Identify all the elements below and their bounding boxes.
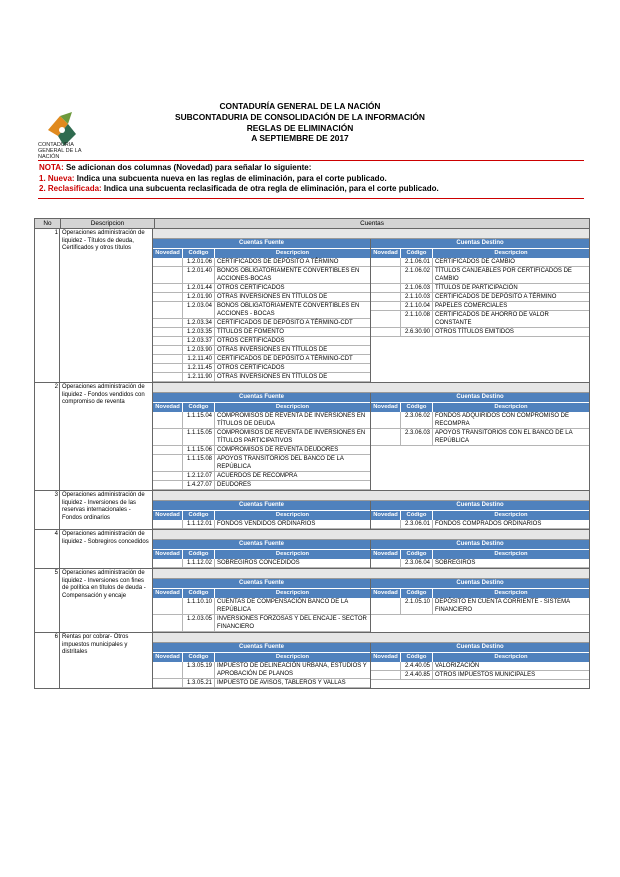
code-cell: 2.3.06.04	[401, 559, 433, 567]
cuentas-destino	[371, 643, 589, 688]
table-row	[153, 429, 370, 446]
spacer-row	[153, 383, 589, 393]
novedad-header: Novedad	[371, 403, 401, 412]
description-cell: VALORIZACIÓN	[435, 663, 480, 669]
novedad-header: Novedad	[371, 589, 401, 598]
block-column-headers	[371, 511, 589, 520]
rule-accounts	[153, 229, 589, 382]
novedad-cell	[153, 615, 183, 631]
accounts-pair	[153, 501, 589, 529]
code-cell: 1.3.05.21	[183, 679, 215, 687]
note-item-2-text: Indica una subcuenta reclasificada de otra regla de eliminación, para el corte publicado.	[101, 184, 439, 194]
col-cuentas-header: Cuentas	[360, 220, 384, 227]
cuentas-destino	[371, 239, 589, 382]
rule-number: 2	[35, 383, 60, 490]
block-column-headers	[153, 550, 370, 559]
novedad-cell	[371, 293, 401, 301]
cuentas-fuente	[153, 579, 371, 632]
novedad-header: Novedad	[153, 511, 183, 520]
rule-description: Operaciones administración de liquidez - Sobregiros concedidos	[60, 530, 153, 568]
note-item-1-label: 1. Nueva:	[39, 173, 75, 183]
descripcion-header: Descripcion	[275, 590, 310, 596]
code-cell: 1.2.03.04	[183, 302, 215, 318]
novedad-cell	[371, 267, 401, 283]
description-cell: IMPUESTO DE DELINEACIÓN URBANA, ESTUDIOS Y APROBACIÓN DE PLANOS	[217, 663, 367, 677]
rule-number: 6	[35, 633, 60, 688]
block-header-title: Cuentas Destino	[371, 643, 589, 653]
table-row	[153, 662, 370, 679]
block-column-headers	[371, 249, 589, 258]
description-cell: COMPROMISOS DE REVENTA DE INVERSIONES EN TÍTULOS PARTICIPATIVOS	[217, 430, 366, 444]
novedad-cell	[153, 293, 183, 301]
code-cell: 2.1.06.01	[401, 258, 433, 266]
description-cell: OTROS TÍTULOS EMITIDOS	[435, 329, 514, 335]
accounts-pair	[153, 579, 589, 632]
code-cell: 2.1.10.03	[401, 293, 433, 301]
codigo-header: Código	[183, 511, 215, 520]
description-cell: COMPROMISOS DE REVENTA DEUDORES	[217, 447, 339, 453]
description-cell: COMPROMISOS DE REVENTA DE INVERSIONES EN TÍTULOS DE DEUDA	[217, 413, 366, 427]
description-cell: OTROS CERTIFICADOS	[217, 365, 285, 371]
description-cell: CERTIFICADOS DE DEPÓSITO A TÉRMINO	[435, 294, 557, 300]
description-cell: CUENTAS DE COMPENSACIÓN BANCO DE LA REPÚBLICA	[217, 599, 348, 613]
novedad-cell	[153, 520, 183, 528]
novedad-cell	[371, 258, 401, 266]
codigo-header: Código	[401, 511, 433, 520]
description-cell: TÍTULOS DE PARTICIPACIÓN	[435, 285, 518, 291]
code-cell: 2.1.10.08	[401, 311, 433, 327]
elimination-rules-table	[34, 218, 590, 689]
block-column-headers	[371, 403, 589, 412]
table-row	[153, 293, 370, 302]
novedad-cell	[153, 481, 183, 489]
cuentas-destino	[371, 501, 589, 529]
descripcion-header: Descripcion	[275, 551, 310, 557]
description-cell: APOYOS TRANSITORIOS CON EL BANCO DE LA REPÚBLICA	[435, 430, 573, 444]
rule-section	[35, 569, 589, 633]
description-cell: SOBREGIROS CONCEDIDOS	[217, 560, 300, 566]
table-row	[371, 267, 589, 284]
novedad-cell	[153, 267, 183, 283]
code-cell: 1.1.12.02	[183, 559, 215, 567]
novedad-header: Novedad	[371, 653, 401, 662]
col-no-header: No	[35, 219, 61, 228]
rule-number: 5	[35, 569, 60, 632]
description-cell: OTROS IMPUESTOS MUNICIPALES	[435, 672, 536, 678]
descripcion-header: Descripcion	[494, 512, 528, 518]
novedad-header: Novedad	[153, 403, 183, 412]
cuentas-destino	[371, 579, 589, 632]
table-row	[371, 412, 589, 429]
description-cell: DEUDORES	[217, 482, 252, 488]
rule-description: Operaciones administración de liquidez - Títulos de deuda, Certificados y otros títulos	[60, 229, 153, 382]
table-row	[371, 429, 589, 446]
table-row	[153, 455, 370, 472]
code-cell: 1.4.27.07	[183, 481, 215, 489]
table-row	[153, 598, 370, 615]
description-cell: CERTIFICADOS DE DEPÓSITO A TÉRMINO-CDT	[217, 356, 353, 362]
rule-section	[35, 383, 589, 491]
code-cell: 1.2.11.45	[183, 364, 215, 372]
code-cell: 1.2.03.05	[183, 615, 215, 631]
block-column-headers	[371, 589, 589, 598]
code-cell: 1.1.10.10	[183, 598, 215, 614]
description-cell: BONOS OBLIGATORIAMENTE CONVERTIBLES EN ACCIONES-BOCAS	[217, 268, 360, 282]
table-row	[371, 293, 589, 302]
rule-number: 3	[35, 491, 60, 529]
note-item-1-text: Indica una subcuenta nueva en las reglas de eliminación, para el corte publicado.	[74, 173, 387, 183]
code-cell: 1.2.11.90	[183, 373, 215, 381]
descripcion-header: Descripcion	[275, 404, 310, 410]
table-row	[153, 328, 370, 337]
notes-box	[38, 160, 584, 199]
rule-accounts	[153, 633, 589, 688]
header-line-4: A SEPTIEMBRE DE 2017	[251, 133, 349, 144]
table-row	[153, 472, 370, 481]
description-cell: IMPUESTO DE AVISOS, TABLEROS Y VALLAS	[217, 680, 346, 686]
table-row	[153, 267, 370, 284]
table-sections	[35, 229, 589, 688]
accounts-pair	[153, 643, 589, 688]
header-line-2: SUBCONTADURIA DE CONSOLIDACIÓN DE LA INFORMACIÓN	[174, 111, 425, 122]
novedad-cell	[153, 373, 183, 381]
novedad-cell	[371, 412, 401, 428]
descripcion-header: Descripcion	[275, 654, 310, 660]
description-cell: SOBREGIROS	[435, 560, 476, 566]
cuentas-fuente	[153, 501, 371, 529]
code-cell: 2.3.06.01	[401, 520, 433, 528]
spacer-row	[153, 530, 589, 540]
block-header-title: Cuentas Fuente	[153, 239, 370, 249]
table-row	[153, 520, 370, 529]
novedad-cell	[153, 258, 183, 266]
block-column-headers	[153, 249, 370, 258]
novedad-cell	[153, 346, 183, 354]
block-header-title: Cuentas Fuente	[153, 540, 370, 550]
description-cell: PAPELES COMERCIALES	[435, 303, 508, 309]
descripcion-header: Descripcion	[494, 590, 528, 596]
code-cell: 1.2.03.90	[183, 346, 215, 354]
descripcion-header: Descripcion	[494, 551, 528, 557]
code-cell: 2.1.06.02	[401, 267, 433, 283]
description-cell: OTRAS INVERSIONES EN TÍTULOS DE	[217, 374, 328, 380]
code-cell: 1.2.12.07	[183, 472, 215, 480]
spacer-row	[153, 491, 589, 501]
header-line-1: CONTADURÍA GENERAL DE LA NACIÓN	[219, 101, 381, 111]
code-cell: 2.1.10.04	[401, 302, 433, 310]
codigo-header: Código	[183, 589, 215, 598]
rule-section	[35, 530, 589, 569]
novedad-cell	[153, 455, 183, 471]
descripcion-header: Descripcion	[275, 250, 310, 256]
descripcion-header: Descripcion	[275, 512, 310, 518]
block-header-title: Cuentas Fuente	[153, 501, 370, 511]
block-header-title: Cuentas Fuente	[153, 643, 370, 653]
code-cell: 2.3.06.03	[401, 429, 433, 445]
novedad-cell	[153, 284, 183, 292]
code-cell: 1.2.03.35	[183, 328, 215, 336]
novedad-cell	[371, 429, 401, 445]
rule-accounts	[153, 569, 589, 632]
block-header-title: Cuentas Destino	[371, 579, 589, 589]
novedad-cell	[371, 559, 401, 567]
table-row	[153, 337, 370, 346]
novedad-cell	[153, 355, 183, 363]
description-cell: INVERSIONES FORZOSAS Y DEL ENCAJE - SECTOR FINANCIERO	[217, 616, 367, 630]
code-cell: 2.3.06.02	[401, 412, 433, 428]
rule-description: Operaciones administración de liquidez - Inversiones con fines de política en títulos de deuda - Compensación y encaje	[60, 569, 153, 632]
novedad-header: Novedad	[371, 249, 401, 258]
codigo-header: Código	[183, 403, 215, 412]
novedad-cell	[153, 679, 183, 687]
cuentas-fuente	[153, 393, 371, 490]
novedad-cell	[153, 662, 183, 678]
note-line	[39, 163, 583, 174]
novedad-cell	[153, 559, 183, 567]
block-column-headers	[153, 511, 370, 520]
table-header	[35, 219, 589, 229]
novedad-header: Novedad	[153, 249, 183, 258]
code-cell: 1.3.05.19	[183, 662, 215, 678]
note-item-2-label: 2. Reclasificada:	[39, 184, 102, 194]
code-cell: 1.2.01.06	[183, 258, 215, 266]
codigo-header: Código	[401, 653, 433, 662]
code-cell: 2.4.40.85	[401, 671, 433, 679]
descripcion-header: Descripcion	[494, 654, 528, 660]
note-item-1	[39, 174, 583, 185]
note-item-2	[39, 184, 583, 195]
table-row	[153, 319, 370, 328]
code-cell: 1.1.15.06	[183, 446, 215, 454]
novedad-cell	[153, 337, 183, 345]
novedad-cell	[371, 520, 401, 528]
novedad-cell	[153, 472, 183, 480]
novedad-cell	[371, 328, 401, 336]
table-row	[371, 328, 589, 337]
description-cell: BONOS OBLIGATORIAMENTE CONVERTIBLES EN ACCIONES - BOCAS	[217, 303, 360, 317]
description-cell: FONDOS VENDIDOS ORDINARIOS	[217, 521, 316, 527]
codigo-header: Código	[401, 249, 433, 258]
table-row	[371, 671, 589, 680]
table-row	[153, 615, 370, 632]
code-cell: 1.2.01.90	[183, 293, 215, 301]
logo-text: CONTADURIA GENERAL DE LA NACIÓN	[38, 142, 82, 160]
accounts-pair	[153, 239, 589, 382]
table-row	[153, 412, 370, 429]
table-row	[153, 559, 370, 568]
header-line-3: REGLAS DE ELIMINACIÓN	[246, 122, 354, 133]
novedad-cell	[371, 302, 401, 310]
table-row	[371, 559, 589, 568]
rule-accounts	[153, 491, 589, 529]
block-column-headers	[153, 589, 370, 598]
description-cell: FONDOS COMPRADOS ORDINARIOS	[435, 521, 542, 527]
rule-description: Operaciones administración de liquidez - Inversiones de las reservas internacionales - Fondos ordinarios	[60, 491, 153, 529]
spacer-row	[153, 229, 589, 239]
novedad-cell	[153, 302, 183, 318]
codigo-header: Código	[401, 550, 433, 559]
cuentas-fuente	[153, 239, 371, 382]
table-row	[153, 679, 370, 688]
table-row	[153, 364, 370, 373]
col-desc-header: Descripcion	[61, 219, 155, 228]
table-row	[371, 258, 589, 267]
table-row	[371, 520, 589, 529]
code-cell: 1.2.11.40	[183, 355, 215, 363]
block-header-title: Cuentas Destino	[371, 540, 589, 550]
block-header-title: Cuentas Fuente	[153, 579, 370, 589]
rule-accounts	[153, 383, 589, 490]
novedad-header: Novedad	[153, 589, 183, 598]
cuentas-destino	[371, 393, 589, 490]
accounts-pair	[153, 393, 589, 490]
code-cell: 1.2.03.37	[183, 337, 215, 345]
novedad-cell	[153, 429, 183, 445]
block-header-title: Cuentas Destino	[371, 501, 589, 511]
rule-section	[35, 229, 589, 383]
note-text: Se adicionan dos columnas (Novedad) para señalar lo siguiente:	[63, 163, 312, 172]
description-cell: DEPÓSITO EN CUENTA CORRIENTE - SISTEMA FINANCIERO	[435, 599, 570, 613]
novedad-cell	[153, 328, 183, 336]
description-cell: TÍTULOS DE FOMENTO	[217, 329, 284, 335]
codigo-header: Código	[183, 550, 215, 559]
description-cell: ACUERDOS DE RECOMPRA	[217, 473, 298, 479]
table-row	[153, 302, 370, 319]
code-cell: 2.4.40.05	[401, 662, 433, 670]
codigo-header: Código	[401, 589, 433, 598]
rule-section	[35, 491, 589, 530]
code-cell: 2.6.30.90	[401, 328, 433, 336]
description-cell: OTRAS INVERSIONES EN TÍTULOS DE	[217, 294, 328, 300]
novedad-cell	[371, 671, 401, 679]
codigo-header: Código	[183, 249, 215, 258]
block-header-title: Cuentas Destino	[371, 393, 589, 403]
table-row	[153, 355, 370, 364]
description-cell: OTROS CERTIFICADOS	[217, 338, 285, 344]
codigo-header: Código	[183, 653, 215, 662]
description-cell: FONDOS ADQUIRIDOS CON COMPROMISO DE RECOMPRA	[435, 413, 570, 427]
block-header-title: Cuentas Destino	[371, 239, 589, 249]
description-cell: CERTIFICADOS DE DEPÓSITO A TÉRMINO-CDT	[217, 320, 353, 326]
code-cell: 1.1.15.08	[183, 455, 215, 471]
description-cell: CERTIFICADOS DE CAMBIO	[435, 259, 515, 265]
rule-accounts	[153, 530, 589, 568]
table-row	[153, 446, 370, 455]
cuentas-fuente	[153, 643, 371, 688]
code-cell: 1.1.12.01	[183, 520, 215, 528]
novedad-cell	[371, 662, 401, 670]
rule-section	[35, 633, 589, 688]
accounts-pair	[153, 540, 589, 568]
rule-description: Rentas por cobrar- Otros impuestos municipales y distritales	[60, 633, 153, 688]
table-row	[371, 311, 589, 328]
novedad-header: Novedad	[153, 550, 183, 559]
novedad-cell	[371, 598, 401, 614]
novedad-header: Novedad	[371, 550, 401, 559]
codigo-header: Código	[401, 403, 433, 412]
table-row	[153, 373, 370, 382]
description-cell: OTRAS INVERSIONES EN TÍTULOS DE	[217, 347, 328, 353]
descripcion-header: Descripcion	[494, 250, 528, 256]
code-cell: 1.2.01.40	[183, 267, 215, 283]
descripcion-header: Descripcion	[494, 404, 528, 410]
note-label: NOTA:	[39, 163, 64, 172]
novedad-cell	[153, 319, 183, 327]
novedad-cell	[153, 364, 183, 372]
block-column-headers	[371, 550, 589, 559]
block-column-headers	[371, 653, 589, 662]
description-cell: CERTIFICADOS DE DEPÓSITO A TÉRMINO	[217, 259, 339, 265]
description-cell: APOYOS TRANSITORIOS DEL BANCO DE LA REPÚBLICA	[217, 456, 344, 470]
code-cell: 1.2.03.34	[183, 319, 215, 327]
novedad-cell	[371, 284, 401, 292]
block-column-headers	[153, 653, 370, 662]
table-row	[371, 284, 589, 293]
description-cell: TÍTULOS CANJEABLES POR CERTIFICADOS DE CAMBIO	[435, 268, 572, 282]
table-row	[371, 662, 589, 671]
code-cell: 1.1.15.05	[183, 429, 215, 445]
table-row	[371, 598, 589, 615]
code-cell: 2.1.05.10	[401, 598, 433, 614]
novedad-cell	[153, 446, 183, 454]
rule-description: Operaciones administración de liquidez - Fondos vendidos con compromiso de reventa	[60, 383, 153, 490]
document-header	[120, 101, 480, 144]
code-cell: 1.2.01.44	[183, 284, 215, 292]
table-row	[153, 481, 370, 490]
description-cell: CERTIFICADOS DE AHORRO DE VALOR CONSTANTE	[435, 312, 549, 326]
novedad-header: Novedad	[371, 511, 401, 520]
block-column-headers	[153, 403, 370, 412]
spacer-row	[153, 633, 589, 643]
table-row	[153, 284, 370, 293]
description-cell: OTROS CERTIFICADOS	[217, 285, 285, 291]
rule-number: 1	[35, 229, 60, 382]
table-row	[153, 258, 370, 267]
cuentas-fuente	[153, 540, 371, 568]
spacer-row	[153, 569, 589, 579]
code-cell: 1.1.15.04	[183, 412, 215, 428]
cuentas-destino	[371, 540, 589, 568]
novedad-header: Novedad	[153, 653, 183, 662]
rule-number: 4	[35, 530, 60, 568]
code-cell: 2.1.06.03	[401, 284, 433, 292]
table-row	[371, 302, 589, 311]
table-row	[153, 346, 370, 355]
block-header-title: Cuentas Fuente	[153, 393, 370, 403]
novedad-cell	[371, 311, 401, 327]
novedad-cell	[153, 412, 183, 428]
novedad-cell	[153, 598, 183, 614]
